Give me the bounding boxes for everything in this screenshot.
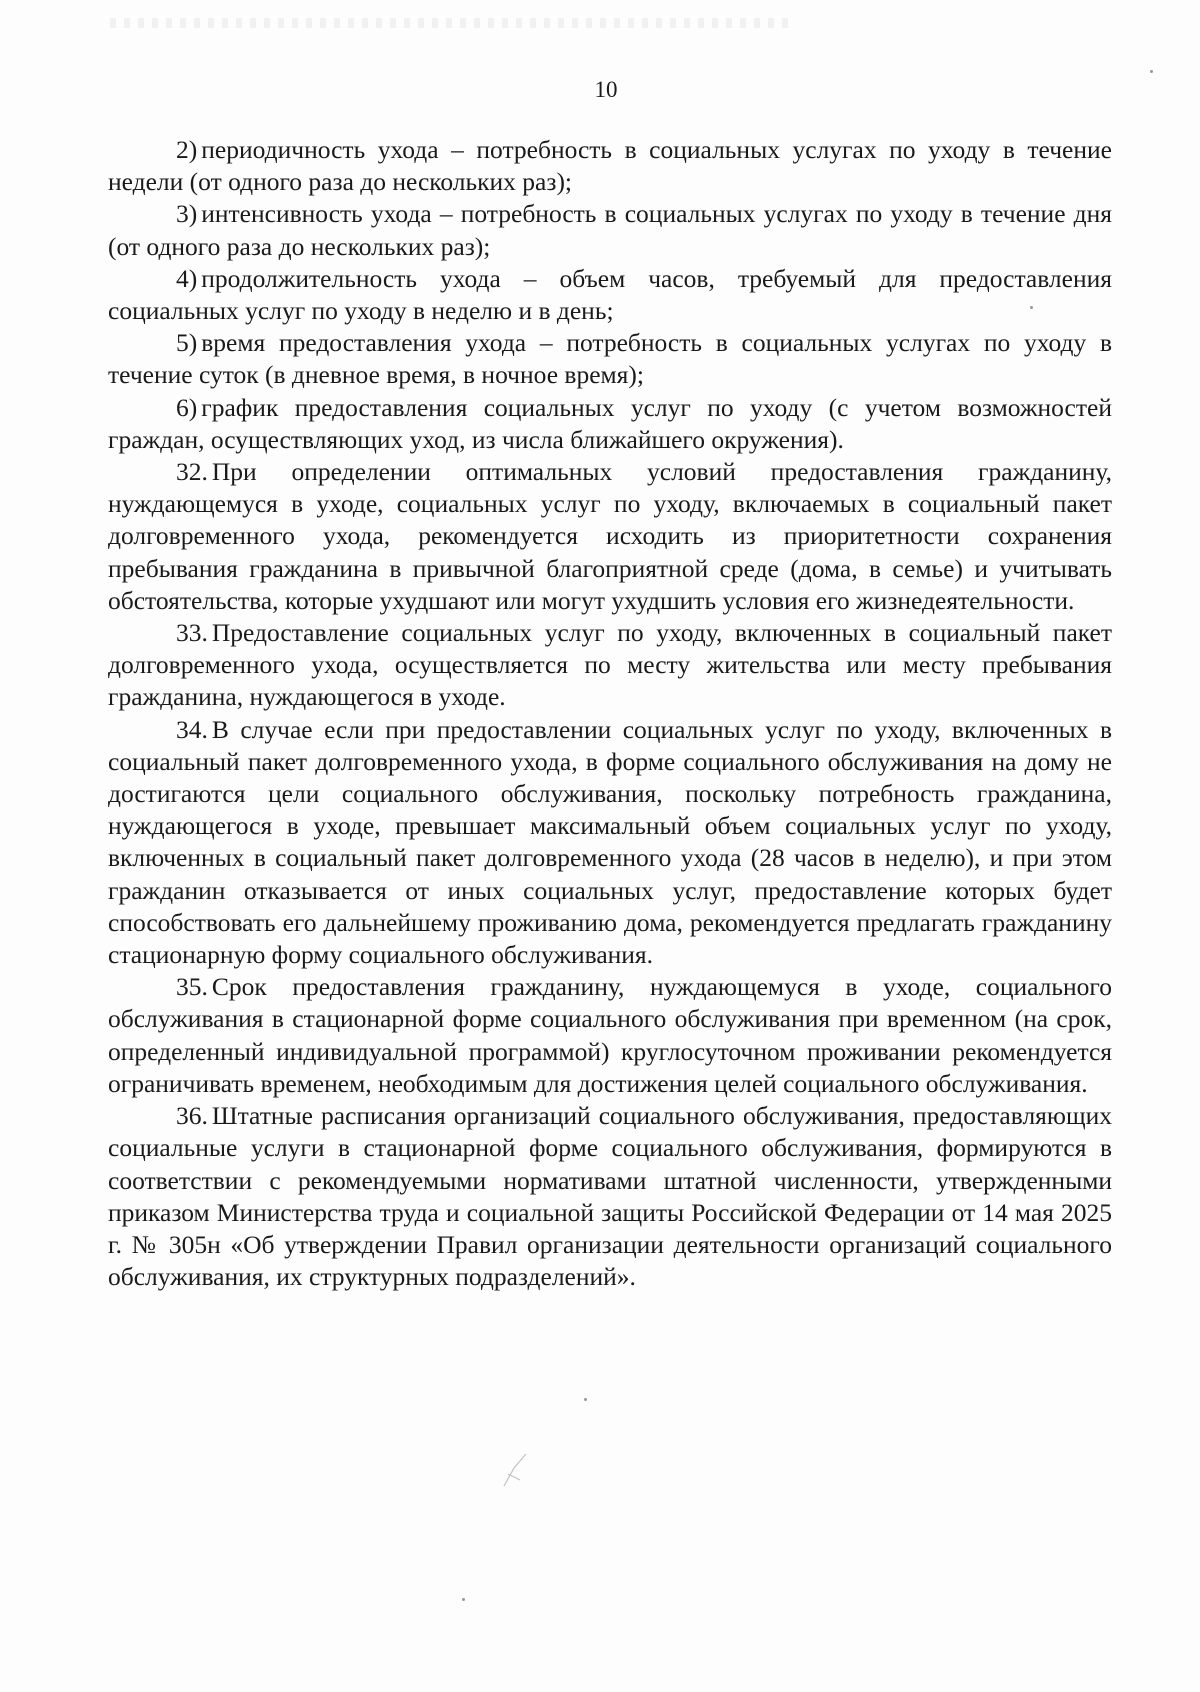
paragraph-32 [108, 456, 1112, 617]
paragraph-number: 36. [176, 1101, 208, 1131]
paragraph-number: 34. [176, 714, 208, 744]
scan-speck [462, 1598, 465, 1601]
paragraph-text: При определении оптимальных условий предоставления гражданину, нуждающемуся в уходе, социальных услуг по уходу, включаемых в социальный пакет долговременного ухода, рекомендуется исходить из приоритетности сохранения пребывания гражданина в привычной благоприятной среде (дома, в семье) и учитывать обстоятельства, которые ухудшают или могут ухудшить условия его жизнедеятельности. [108, 457, 1112, 615]
paragraph-number: 33. [176, 618, 208, 648]
paragraph-text: график предоставления социальных услуг по уходу (с учетом возможностей граждан, осуществляющих уход, из числа ближайшего окружения). [108, 392, 1112, 454]
paragraph-33 [108, 617, 1112, 714]
paragraph-item-2 [108, 134, 1112, 198]
scan-mark-icon [500, 1450, 530, 1490]
paragraph-item-6 [108, 392, 1112, 456]
scan-speck [1030, 306, 1033, 309]
paragraph-number: 4) [176, 263, 198, 293]
paragraph-item-5 [108, 327, 1112, 391]
paragraph-number: 3) [176, 199, 198, 229]
paragraph-text: периодичность ухода – потребность в социальных услугах по уходу в течение недели (от одного раза до нескольких раз); [108, 135, 1112, 197]
page-number: 10 [594, 77, 618, 102]
paragraph-34 [108, 714, 1112, 972]
paragraph-number: 5) [176, 328, 198, 358]
paragraph-35 [108, 971, 1112, 1100]
paragraph-text: Предоставление социальных услуг по уходу, включенных в социальный пакет долговременного ухода, осуществляется по месту жительства или месту пребывания гражданина, нуждающегося в уходе. [108, 618, 1112, 712]
paragraph-36 [108, 1100, 1112, 1293]
scan-speck [584, 1398, 587, 1401]
paragraph-text: продолжительность ухода – объем часов, требуемый для предоставления социальных услуг по уходу в неделю и в день; [108, 263, 1112, 326]
scan-speck [1150, 70, 1153, 73]
scan-artifact [110, 18, 790, 28]
paragraph-number: 6) [176, 392, 198, 422]
paragraph-number: 35. [176, 972, 208, 1002]
document-body [108, 134, 1112, 1293]
paragraph-text: В случае если при предоставлении социальных услуг по уходу, включенных в социальный пакет долговременного ухода, в форме социального обслуживания на дому не достигаются цели социального обслуживания, поскольку потребность гражданина, нуждающегося в уходе, превышает максимальный объем социальных услуг по уходу, включенных в социальный пакет долговременного ухода (28 часов в неделю), и при этом гражданин отказывается от иных социальных услуг, предоставление которых будет способствовать его дальнейшему проживанию дома, рекомендуется предлагать гражданину стационарную форму социального обслуживания. [108, 714, 1112, 970]
paragraph-text: интенсивность ухода – потребность в социальных услугах по уходу в течение дня (от одного раза до нескольких раз); [108, 199, 1112, 261]
paragraph-number: 2) [176, 135, 198, 164]
paragraph-text: Штатные расписания организаций социального обслуживания, предоставляющих социальные услуги в стационарной форме социального обслуживания, формируются в соответствии с рекомендуемыми нормативами штатной численности, утвержденными приказом Министерства труда и социальной защиты Российской Федерации от 14 мая 2025 г. № 305н «Об утверждении Правил организации деятельности организаций социального обслуживания, их структурных подразделений». [108, 1101, 1112, 1292]
paragraph-text: время предоставления ухода – потребность в социальных услугах по уходу в течение суток (в дневное время, в ночное время); [108, 328, 1112, 390]
paragraph-text: Срок предоставления гражданину, нуждающемуся в уходе, социального обслуживания в стационарной форме социального обслуживания при временном (на срок, определенный индивидуальной программой) круглосуточном проживании рекомендуется ограничивать временем, необходимым для достижения целей социального обслуживания. [108, 972, 1112, 1098]
paragraph-item-4 [108, 263, 1112, 327]
paragraph-item-3 [108, 198, 1112, 262]
paragraph-number: 32. [176, 457, 208, 487]
